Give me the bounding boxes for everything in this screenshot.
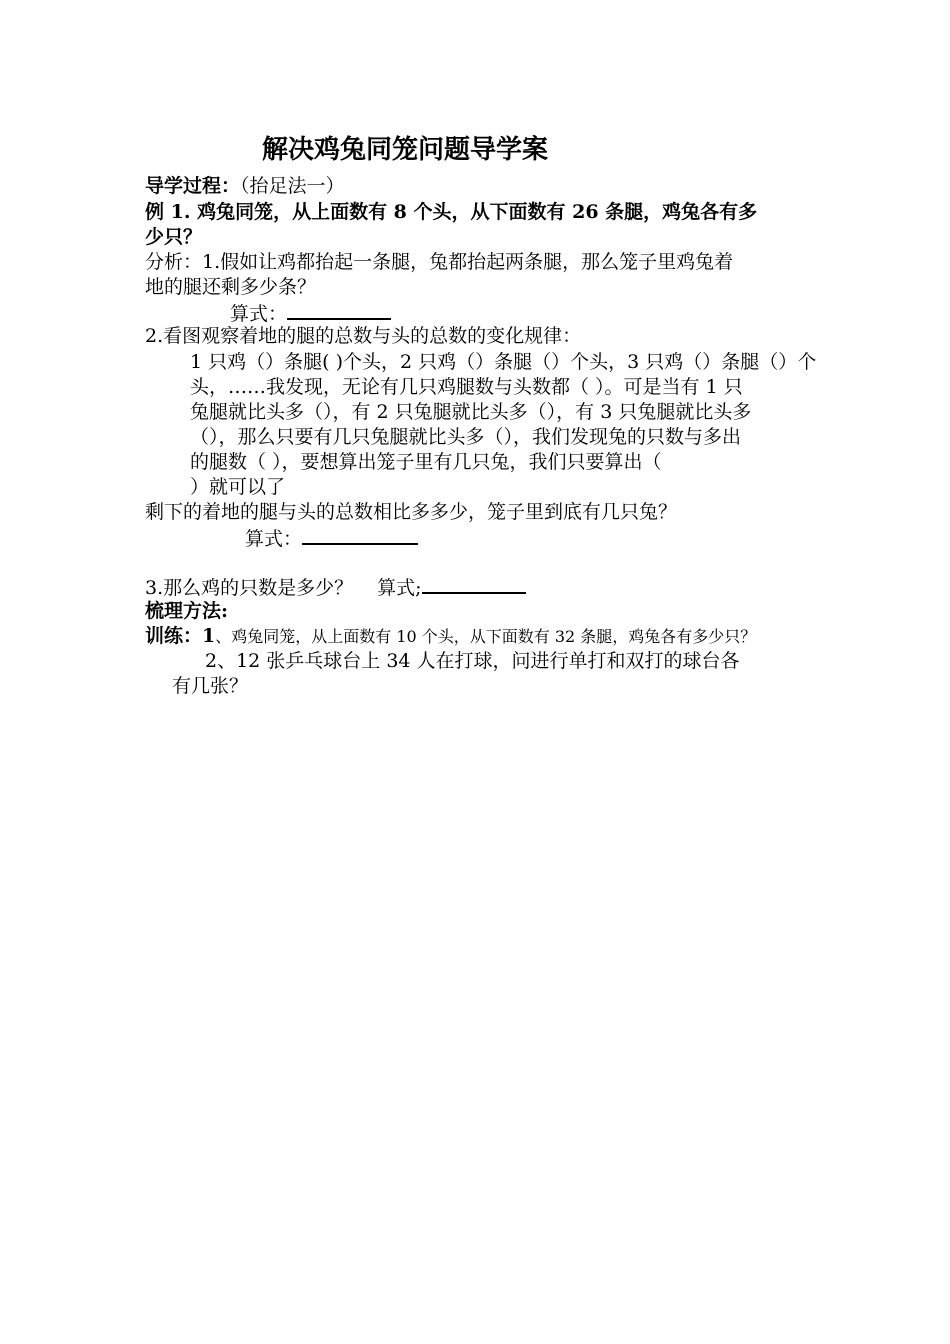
process-label: 导学过程： — [145, 175, 241, 197]
observe-line: ）就可以了 — [190, 476, 286, 498]
observe-formula — [245, 525, 418, 552]
observe-line: 兔腿就比头多（），有 2 只兔腿就比头多（），有 3 只兔腿就比头多 — [190, 401, 752, 423]
practice-item-1-text: 、鸡兔同笼，从上面数有 10 个头，从下面数有 32 条腿，鸡兔各有多少只？ — [215, 627, 757, 646]
question-3 — [145, 574, 526, 601]
process-heading — [145, 174, 345, 199]
observe-line: （），那么只要有几只兔腿就比头多（），我们发现兔的只数与多出 — [190, 426, 742, 448]
question-3-text: 3.那么鸡的只数是多少？ — [145, 577, 354, 599]
observe-line: 头，……我发现，无论有几只鸡腿数与头数都（ ）。可是当有 1 只 — [190, 376, 743, 398]
example-line-2: 少只？ — [145, 226, 203, 248]
formula-label: 算式： — [230, 303, 288, 325]
practice-label: 训练：1 — [145, 625, 216, 647]
answer-blank[interactable] — [287, 300, 391, 320]
summary-heading: 梳理方法: — [145, 600, 229, 622]
analysis-line-1: 分析：1.假如让鸡都抬起一条腿，兔都抬起两条腿，那么笼子里鸡兔着 — [145, 251, 734, 273]
observe-line: 的腿数（ ），要想算出笼子里有几只兔，我们只要算出（ — [190, 451, 662, 473]
analysis-line-2: 地的腿还剩多少条？ — [145, 276, 317, 298]
practice-item-2-line-1: 2、12 张乒乓球台上 34 人在打球，问进行单打和双打的球台各 — [205, 650, 740, 672]
formula-label: 算式; — [377, 577, 422, 599]
example-line-1: 例 1. 鸡兔同笼，从上面数有 8 个头，从下面数有 26 条腿，鸡兔各有多 — [145, 201, 758, 223]
remaining-question: 剩下的着地的腿与头的总数相比多多少，笼子里到底有几只兔？ — [145, 501, 678, 523]
process-method: （抬足法一） — [240, 175, 345, 197]
practice-item-1 — [145, 624, 756, 649]
analysis-formula — [230, 300, 391, 327]
observe-line: 1 只鸡（）条腿( )个头，2 只鸡（）条腿（）个头，3 只鸡（）条腿（）个 — [190, 351, 817, 373]
answer-blank[interactable] — [302, 525, 418, 545]
observe-heading: 2.看图观察着地的腿的总数与头的总数的变化规律： — [145, 325, 582, 347]
page-title: 解决鸡兔同笼问题导学案 — [262, 135, 549, 165]
formula-label: 算式： — [245, 528, 303, 550]
answer-blank[interactable] — [422, 574, 526, 594]
practice-item-2-line-2: 有几张？ — [172, 675, 249, 697]
